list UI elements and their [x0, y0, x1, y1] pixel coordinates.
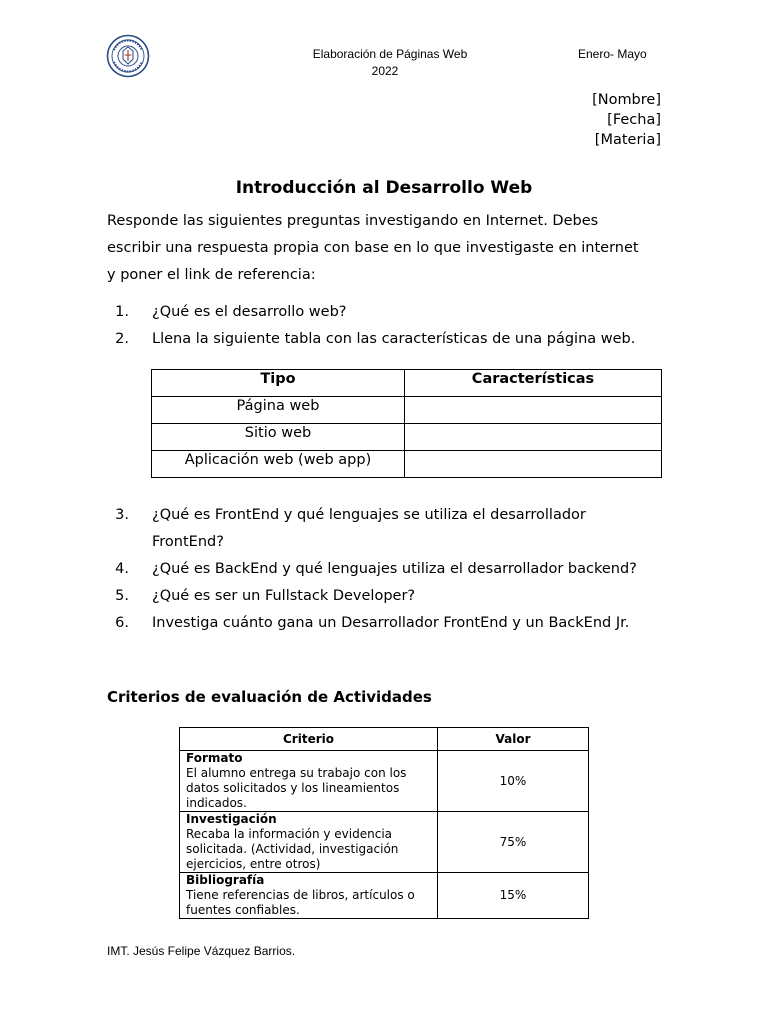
criterion-description: solicitada. (Actividad, investigación — [186, 842, 399, 856]
web-types-table — [151, 369, 662, 478]
criterion-description: Tiene referencias de libros, artículos o — [186, 888, 415, 902]
criterion-value: 75% — [438, 812, 589, 873]
column-header: Criterio — [180, 728, 438, 751]
type-cell: Página web — [152, 397, 405, 424]
table-row — [152, 424, 662, 451]
question-text: ¿Qué es BackEnd y qué lenguajes utiliza el desarrollador backend? — [152, 561, 637, 577]
column-header: Tipo — [152, 370, 405, 397]
intro-line: escribir una respuesta propia con base en lo que investigaste en internet — [107, 240, 639, 256]
criterion-description: El alumno entrega su trabajo con los — [186, 766, 407, 780]
course-placeholder: [Materia] — [594, 132, 661, 148]
criterion-name: Bibliografía — [186, 873, 265, 887]
question-number: 6. — [115, 615, 129, 631]
school-seal-icon — [106, 34, 150, 78]
table-row — [180, 751, 589, 812]
criterion-name: Investigación — [186, 812, 277, 826]
question-item — [107, 299, 667, 326]
intro-line: Responde las siguientes preguntas investigando en Internet. Debes — [107, 213, 599, 229]
header-period: Enero- Mayo — [578, 47, 647, 61]
table-header-row — [152, 370, 662, 397]
column-header: Características — [405, 370, 662, 397]
criterion-description: datos solicitados y los lineamientos — [186, 781, 400, 795]
question-item — [107, 502, 667, 556]
question-text: ¿Qué es el desarrollo web? — [152, 304, 347, 320]
characteristics-cell — [405, 397, 662, 424]
criterion-name: Formato — [186, 751, 243, 765]
criterion-value: 10% — [438, 751, 589, 812]
criterion-cell — [180, 812, 438, 873]
criterion-value: 15% — [438, 873, 589, 919]
criteria-table — [179, 727, 589, 919]
question-number: 2. — [115, 331, 129, 347]
question-text: ¿Qué es FrontEnd y qué lenguajes se utiliza el desarrollador — [152, 507, 586, 523]
question-number: 5. — [115, 588, 129, 604]
characteristics-cell — [405, 451, 662, 478]
intro-line: y poner el link de referencia: — [107, 267, 316, 283]
date-placeholder: [Fecha] — [607, 112, 661, 128]
name-placeholder: [Nombre] — [592, 92, 661, 108]
type-cell: Sitio web — [152, 424, 405, 451]
question-text: FrontEnd? — [152, 534, 224, 550]
characteristics-cell — [405, 424, 662, 451]
question-item — [107, 556, 667, 583]
question-number: 3. — [115, 507, 129, 523]
question-number: 4. — [115, 561, 129, 577]
column-header: Valor — [438, 728, 589, 751]
page-title: Introducción al Desarrollo Web — [235, 178, 533, 198]
question-text: ¿Qué es ser un Fullstack Developer? — [152, 588, 416, 604]
question-text: Investiga cuánto gana un Desarrollador FrontEnd y un BackEnd Jr. — [152, 615, 630, 631]
criterion-description: fuentes confiables. — [186, 903, 300, 917]
table-row — [180, 812, 589, 873]
header-subject: Elaboración de Páginas Web — [312, 47, 468, 61]
criterion-cell — [180, 751, 438, 812]
table-row — [180, 873, 589, 919]
table-row — [152, 397, 662, 424]
header-year: 2022 — [371, 64, 399, 78]
question-item — [107, 610, 667, 637]
question-text: Llena la siguiente tabla con las características de una página web. — [152, 331, 636, 347]
criteria-heading: Criterios de evaluación de Actividades — [107, 688, 432, 706]
intro-paragraph — [107, 208, 667, 289]
criterion-cell — [180, 873, 438, 919]
criterion-description: indicados. — [186, 796, 247, 810]
table-header-row — [180, 728, 589, 751]
criterion-description: Recaba la información y evidencia — [186, 827, 393, 841]
question-item — [107, 326, 667, 353]
type-cell: Aplicación web (web app) — [152, 451, 405, 478]
table-row — [152, 451, 662, 478]
question-item — [107, 583, 667, 610]
author-footer: IMT. Jesús Felipe Vázquez Barrios. — [107, 944, 296, 958]
question-number: 1. — [115, 304, 129, 320]
criterion-description: ejercicios, entre otros) — [186, 857, 321, 871]
